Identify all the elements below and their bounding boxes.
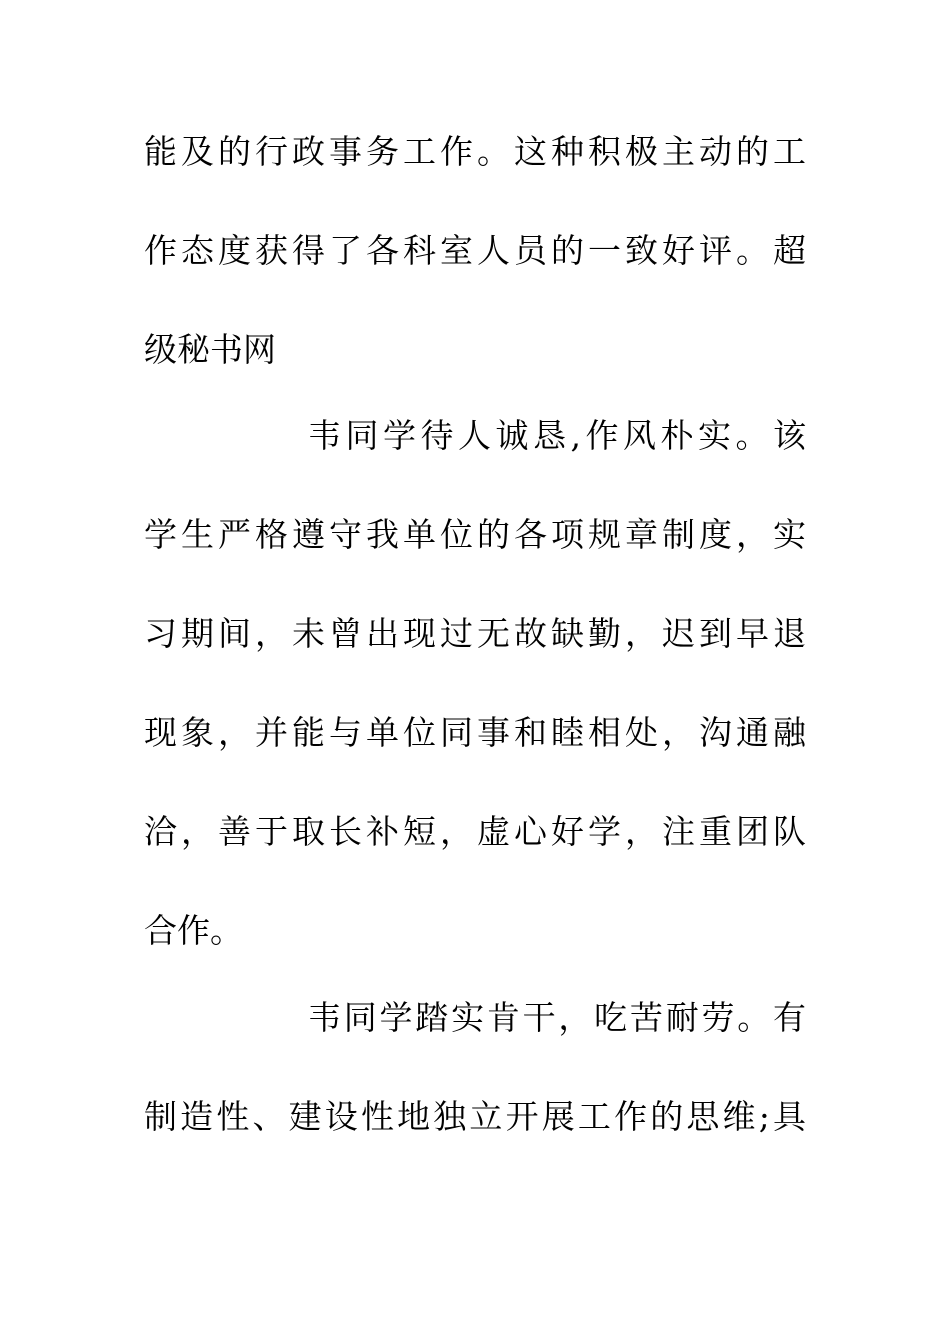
paragraph-line: 能及的行政事务工作。这种积极主动的工 xyxy=(144,132,806,171)
paragraph-line: 现象，并能与单位同事和睦相处，沟通融 xyxy=(144,713,806,752)
paragraph-line-indented: 韦同学待人诚恳,作风朴实。该 xyxy=(308,416,806,455)
paragraph-line: 合作。 xyxy=(144,911,243,950)
paragraph-line: 作态度获得了各科室人员的一致好评。超 xyxy=(144,231,806,270)
paragraph-line: 洽，善于取长补短，虚心好学，注重团队 xyxy=(144,812,806,851)
paragraph-line: 制造性、建设性地独立开展工作的思维;具 xyxy=(144,1097,806,1136)
paragraph-line: 学生严格遵守我单位的各项规章制度，实 xyxy=(144,515,806,554)
paragraph-line: 级秘书网 xyxy=(144,330,276,369)
paragraph-line: 习期间，未曾出现过无故缺勤，迟到早退 xyxy=(144,614,806,653)
paragraph-line-indented: 韦同学踏实肯干，吃苦耐劳。有 xyxy=(308,998,806,1037)
